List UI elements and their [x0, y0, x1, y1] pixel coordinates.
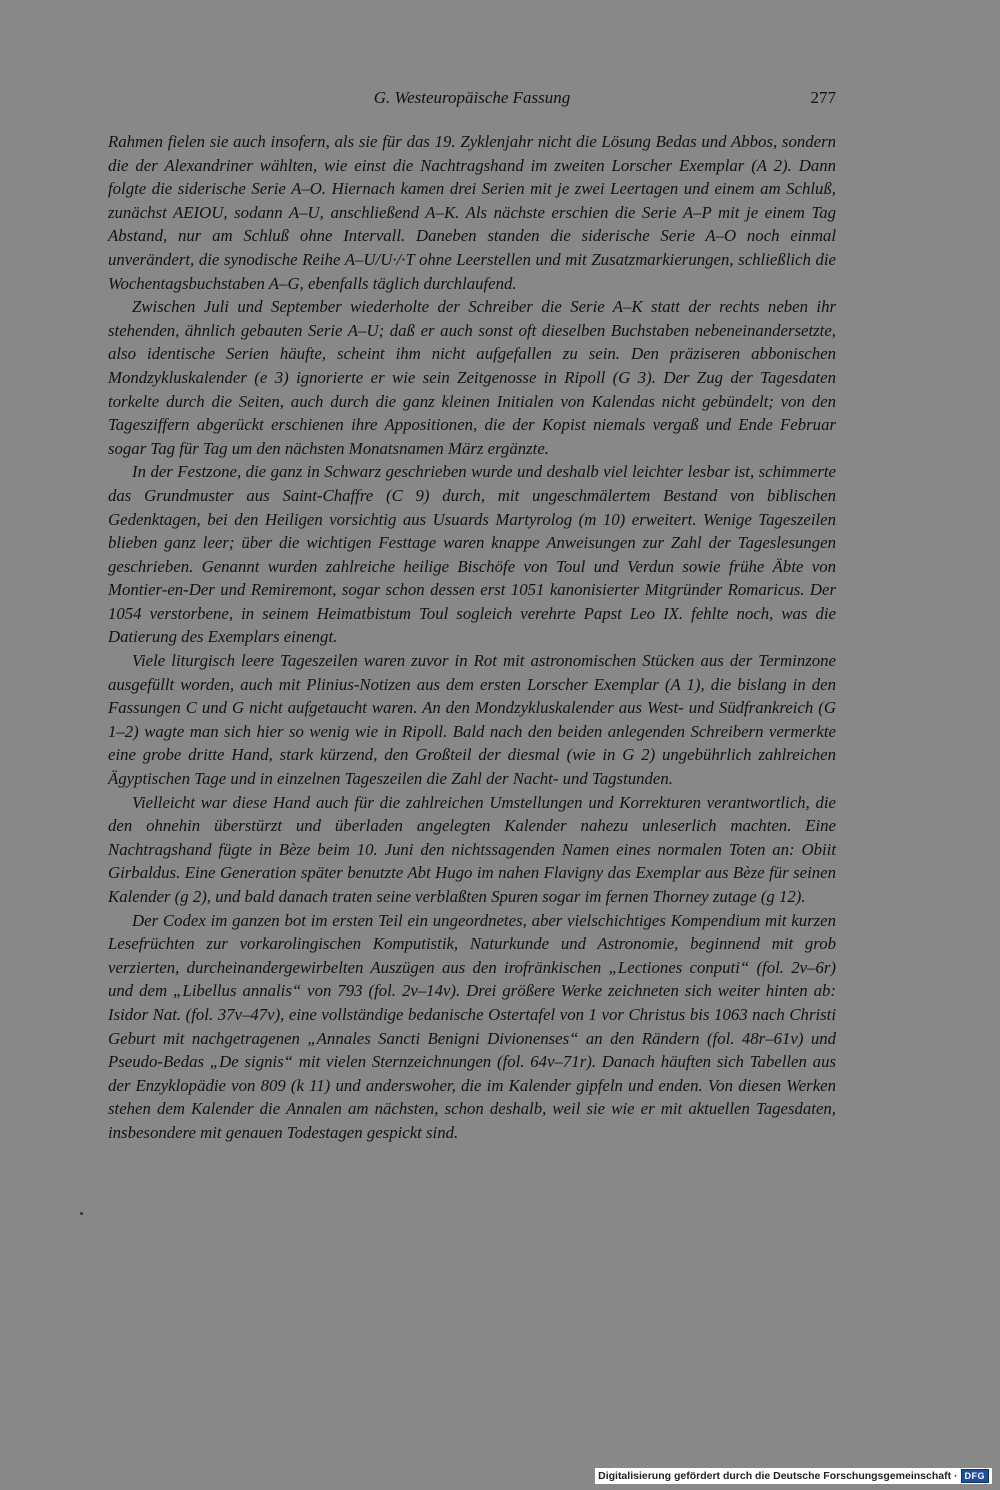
paragraph-4: Viele liturgisch leere Tageszeilen waren zuvor in Rot mit astronomischen Stücken aus der Terminzone ausgefüllt worden, auch mit Plinius-Notizen aus dem ersten Lorscher Exemplar (A 1), die bislang in den Fassungen C und G nicht aufgetaucht waren. An den Mondzykluskalender aus West- und Südfrankreich (G 1–2) wagte man sich hier so wenig wie in Ripoll. Bald nach den beiden anlegenden Schreibern vermerkte eine grobe dritte Hand, stark kürzend, den Großteil der diesmal (wie in G 2) ungebührlich zahlreichen Ägyptischen Tage und in einzelnen Tageszeilen die Zahl der Nacht- und Tagstunden. [108, 651, 836, 789]
paragraph-5: Vielleicht war diese Hand auch für die zahlreichen Umstellungen und Korrekturen verantwortlich, die den ohnehin überstürzt und überladen angelegten Kalender nahezu unleserlich machten. Eine Nachtragshand fügte in Bèze beim 10. Juni den nichtssagenden Namen eines normalen Toten an: Obiit Girbaldus. Eine Generation später benutzte Abt Hugo im nahen Flavigny das Exemplar aus Bèze für seinen Kalender (g 2), und bald danach traten seine verblaßten Spuren sogar im fernen Thorney zutage (g 12). [108, 792, 836, 906]
body-text [108, 130, 836, 1145]
paragraph-2: Zwischen Juli und September wiederholte der Schreiber die Serie A–K statt der rechts neben ihr stehenden, ähnlich gebauten Serie A–U; daß er auch sonst oft dieselben Buchstaben nebeneinandersetzte, also identische Serien häufte, scheint ihm nicht aufgefallen zu sein. Den präziseren abbonischen Mondzykluskalender (e 3) ignorierte er wie sein Zeitgenosse in Ripoll (G 3). Der Zug der Tagesdaten torkelte durch die Seiten, auch durch die ganz kleinen Initialen von Kalendas nicht gebündelt; von den Tagesziffern abgerückt erschienen ihre Appositionen, die der Kopist niemals vergaß und Ende Februar sogar Tag für Tag um den nächsten Monatsnamen März ergänzte. [108, 297, 836, 458]
funding-text: Digitalisierung gefördert durch die Deutsche Forschungsgemeinschaft · [598, 1470, 958, 1482]
funding-footer [595, 1468, 992, 1484]
margin-mark [80, 1212, 83, 1215]
dfg-logo-icon: DFG [961, 1469, 990, 1483]
paragraph-6: Der Codex im ganzen bot im ersten Teil ein ungeordnetes, aber vielschichtiges Kompendium mit kurzen Lesefrüchten zur vorkarolingischen Komputistik, Naturkunde und Astronomie, beginnend mit grob verzierten, durcheinandergewirbelten Auszügen aus den irofränkischen „Lectiones conputi“ (fol. 2v–6r) und dem „Libellus annalis“ von 793 (fol. 2v–14v). Drei größere Werke zeichneten sich weiter hinten ab: Isidor Nat. (fol. 37v–47v), eine vollständige bedanische Ostertafel von 1 vor Christus bis 1063 nach Christi Geburt mit nachgetragenen „Annales Sancti Benigni Divionenses“ an den Rändern (fol. 48r–61v) und Pseudo-Bedas „De signis“ mit vielen Sternzeichnungen (fol. 64v–71r). Danach häuften sich Tabellen aus der Enzyklopädie von 809 (k 11) und anderswoher, die im Kalender gipfeln und enden. Von diesen Werken stehen dem Kalender die Annalen am nächsten, schon deshalb, weil sie wie er mit aktuellen Tagesdaten, insbesondere mit genauen Todestagen gespickt sind. [108, 910, 836, 1142]
paragraph-1: Rahmen fielen sie auch insofern, als sie für das 19. Zyklenjahr nicht die Lösung Bedas und Abbos, sondern die der Alexandriner wählten, wie einst die Nachtragshand im zweiten Lorscher Exemplar (A 2). Dann folgte die siderische Serie A–O. Hiernach kamen drei Serien mit je zwei Leertagen und einem am Schluß, zunächst AEIOU, sodann A–U, anschließend A–K. Als nächste erschien die Serie A–P mit je einem Tag Abstand, nur am Schluß ohne Intervall. Daneben standen die siderische Serie A–O noch einmal unverändert, die synodische Reihe A–U/U·/·T ohne Leerstellen und mit Zusatzmarkierungen, schließlich die Wochentagsbuchstaben A–G, ebenfalls täglich durchlaufend. [108, 132, 836, 293]
running-title: G. Westeuropäische Fassung [373, 88, 571, 107]
running-header [108, 88, 836, 114]
paragraph-3: In der Festzone, die ganz in Schwarz geschrieben wurde und deshalb viel leichter lesbar ist, schimmerte das Grundmuster aus Saint-Chaffre (C 9) durch, mit ungeschmälertem Bestand von biblischen Gedenktagen, bei den Heiligen vorsichtig aus Usuards Martyrolog (m 10) erweitert. Wenige Tageszeilen blieben ganz leer; über die wichtigen Festtage waren knappe Anweisungen zur Zahl der Tageslesungen geschrieben. Genannt wurden zahlreiche heilige Bischöfe von Toul und Verdun sowie frühe Äbte von Montier-en-Der und Remiremont, sogar schon dessen erst 1051 kanonisierter Mitgründer Romaricus. Der 1054 verstorbene, in seinem Heimatbistum Toul sogleich verehrte Papst Leo IX. fehlte noch, was die Datierung des Exemplars einengt. [108, 462, 836, 647]
page-number: 277 [810, 88, 836, 107]
